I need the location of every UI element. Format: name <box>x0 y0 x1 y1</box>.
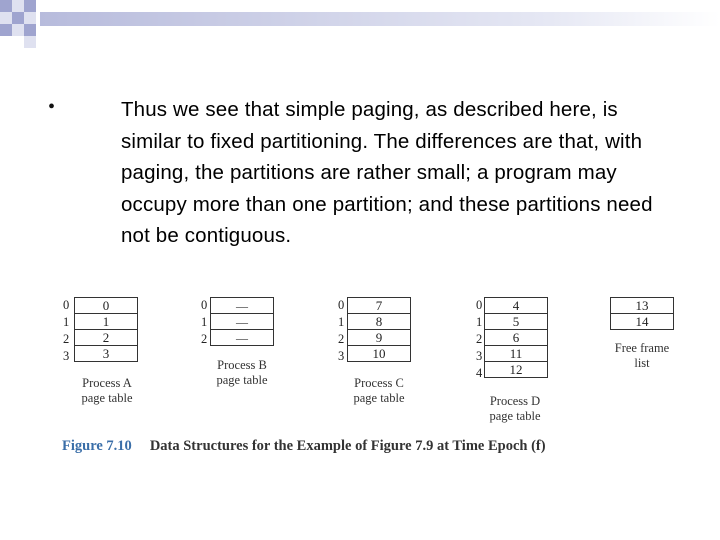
page-index: 0 <box>201 298 208 312</box>
table-caption: Free frame <box>614 341 670 355</box>
frame-cell: 13 <box>610 297 674 314</box>
frame-cell: 0 <box>74 297 138 314</box>
bullet-paragraph: Thus we see that simple paging, as described here, is similar to fixed partitioning. The differences are that, with paging, the partitions are rather small; a program may occupy more than one partition; and these partitions need not be contiguous. <box>121 98 653 247</box>
page-index: 2 <box>338 332 345 346</box>
table-caption: page table <box>489 409 541 423</box>
frame-cell: 7 <box>347 297 411 314</box>
header-stripe <box>40 12 720 26</box>
frame-cell: 10 <box>347 345 411 362</box>
page-index: 3 <box>63 349 70 363</box>
table-caption: page table <box>81 391 133 405</box>
page-index: 2 <box>63 332 70 346</box>
table-caption: Process B <box>217 358 267 372</box>
frame-cell: 2 <box>74 329 138 346</box>
figure-number: Figure 7.10 <box>62 438 132 454</box>
table-caption: list <box>634 356 650 370</box>
frame-cell: 4 <box>484 297 548 314</box>
bullet-marker: • <box>48 96 56 118</box>
frame-cell: 14 <box>610 313 674 330</box>
frame-cell: 8 <box>347 313 411 330</box>
figure-caption <box>62 438 546 455</box>
page-index: 3 <box>338 349 345 363</box>
table-caption: page table <box>353 391 405 405</box>
frame-cell: 12 <box>484 361 548 378</box>
table-caption: Process D <box>489 394 541 408</box>
frame-cell: 3 <box>74 345 138 362</box>
frame-cell: — <box>210 297 274 314</box>
page-index: 1 <box>476 315 483 329</box>
table-caption: Process A <box>82 376 132 390</box>
frame-cell: 11 <box>484 345 548 362</box>
table-caption: Process C <box>354 376 404 390</box>
page-index: 1 <box>338 315 345 329</box>
frame-cell: 9 <box>347 329 411 346</box>
page-index: 1 <box>63 315 70 329</box>
page-index: 2 <box>201 332 208 346</box>
frame-cell: 5 <box>484 313 548 330</box>
table-caption: page table <box>216 373 268 387</box>
figure-title: Data Structures for the Example of Figure 7.9 at Time Epoch (f) <box>149 438 546 454</box>
page-index: 2 <box>476 332 483 346</box>
page-index: 0 <box>476 298 483 312</box>
page-index: 4 <box>476 366 483 380</box>
frame-cell: — <box>210 313 274 330</box>
frame-cell: 6 <box>484 329 548 346</box>
page-index: 0 <box>63 298 70 312</box>
page-index: 3 <box>476 349 483 363</box>
page-index: 0 <box>338 298 345 312</box>
frame-cell: — <box>210 329 274 346</box>
frame-cell: 1 <box>74 313 138 330</box>
page-index: 1 <box>201 315 208 329</box>
